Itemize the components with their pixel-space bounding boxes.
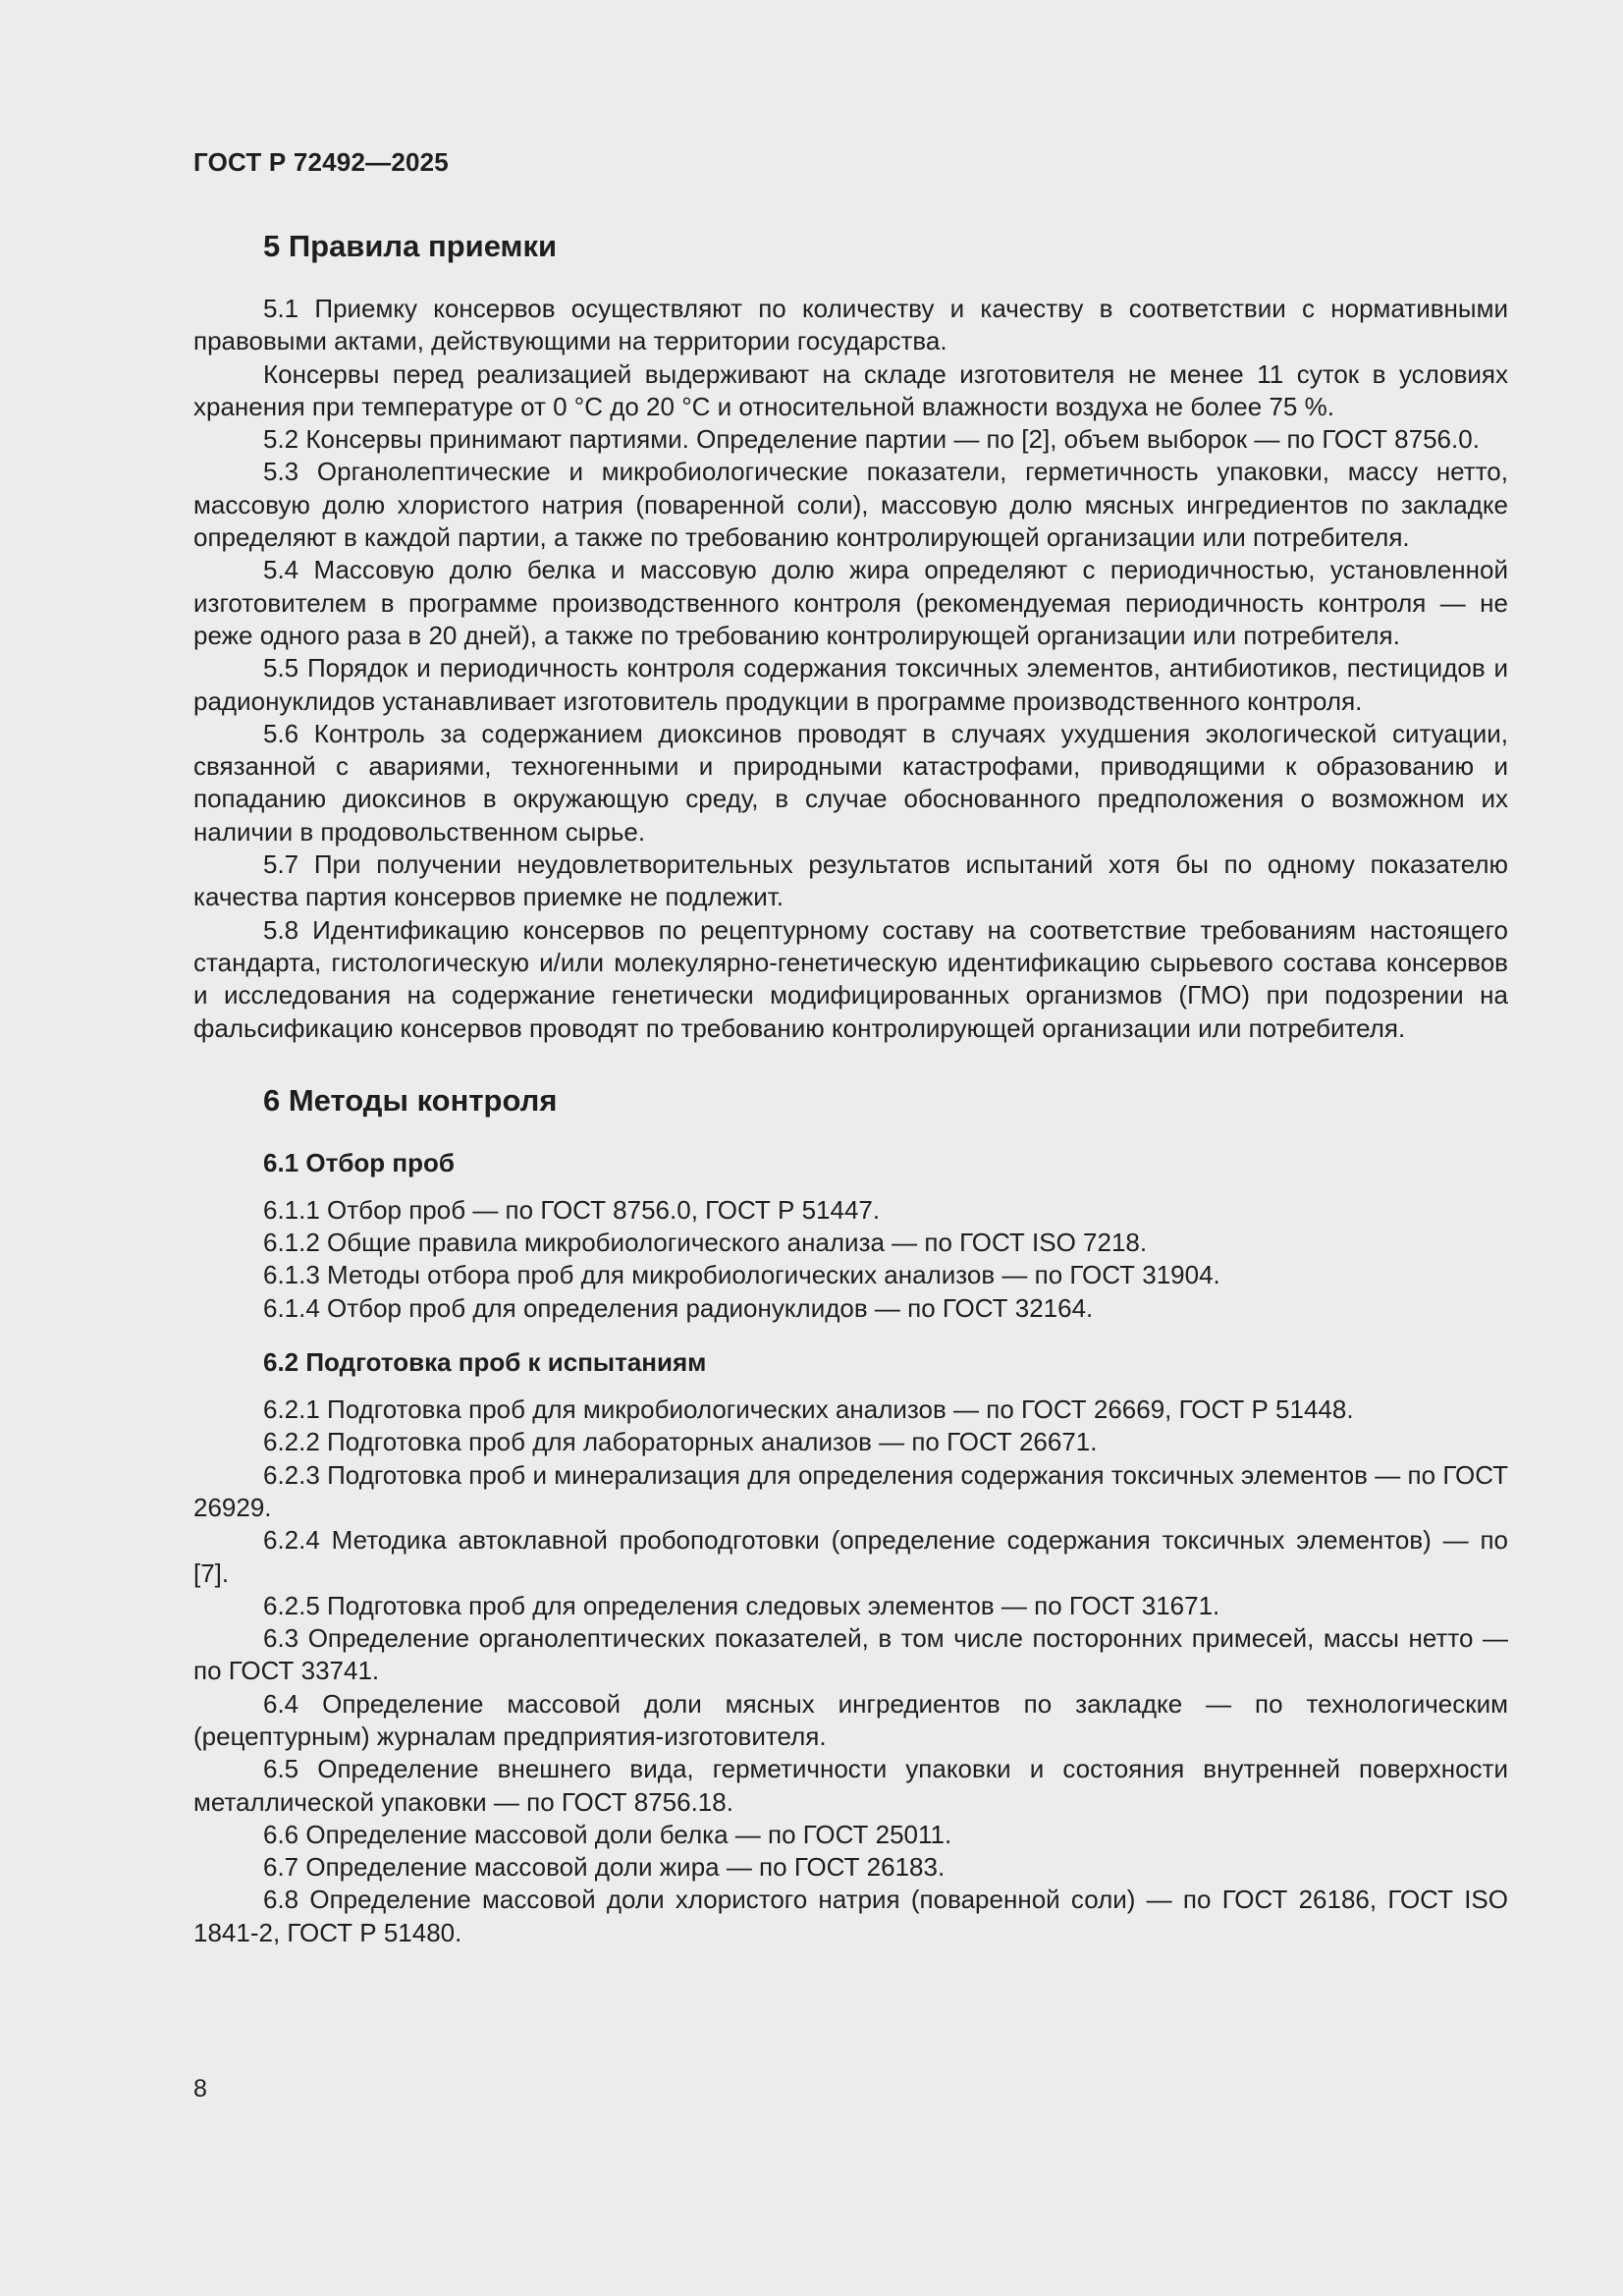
section-6-heading: 6 Методы контроля: [263, 1082, 558, 1118]
paragraph-6-2-2: 6.2.2 Подготовка проб для лабораторных анализов — по ГОСТ 26671.: [263, 1427, 1098, 1457]
paragraph-6-2-4: 6.2.4 Методика автоклавной пробоподготовки (определение содержания токсичных элементов) — по [7].: [193, 1525, 1508, 1588]
subsection-6-1-heading: 6.1 Отбор проб: [263, 1147, 455, 1177]
paragraph-6-4: 6.4 Определение массовой доли мясных ингредиентов по закладке — по технологическим (рецептурным) журналам предприятия-изготовителя.: [193, 1688, 1508, 1751]
document-id-header: ГОСТ Р 72492—2025: [193, 147, 449, 177]
page-number: 8: [193, 2075, 207, 2103]
paragraph-5-1: 5.1 Приемку консервов осуществляют по количеству и качеству в соответствии с нормативными правовыми актами, действующими на территории государства.: [193, 294, 1508, 356]
subsection-6-2-heading: 6.2 Подготовка проб к испытаниям: [263, 1347, 707, 1378]
paragraph-6-1-3: 6.1.3 Методы отбора проб для микробиологических анализов — по ГОСТ 31904.: [263, 1260, 1220, 1290]
subsection-6-1-body: [193, 1194, 1508, 1325]
page-content: [193, 228, 1508, 1949]
paragraph-5-5: 5.5 Порядок и периодичность контроля содержания токсичных элементов, антибиотиков, пестицидов и радионуклидов устанавливает изготовитель продукции в программе производственного контроля.: [193, 653, 1508, 716]
paragraph-6-7: 6.7 Определение массовой доли жира — по ГОСТ 26183.: [263, 1852, 946, 1883]
paragraph-5-7: 5.7 При получении неудовлетворительных результатов испытаний хотя бы по одному показателю качества партия консервов приемке не подлежит.: [193, 849, 1508, 912]
paragraph-6-1-1: 6.1.1 Отбор проб — по ГОСТ 8756.0, ГОСТ Р 51447.: [263, 1194, 881, 1225]
paragraph-5-1-storage: Консервы перед реализацией выдерживают на складе изготовителя не менее 11 суток в условиях хранения при температуре от 0 °С до 20 °С и относительной влажности воздуха не более 75 %.: [193, 358, 1508, 421]
paragraph-6-2-1: 6.2.1 Подготовка проб для микробиологических анализов — по ГОСТ 26669, ГОСТ Р 51448.: [263, 1394, 1354, 1425]
paragraph-5-6: 5.6 Контроль за содержанием диоксинов проводят в случаях ухудшения экологической ситуации, связанной с авариями, техногенными и природными катастрофами, приводящими к образованию и попаданию диоксинов в окружающую среду, в случае обоснованного предположения о возможном их наличии в продовольственном сырье.: [193, 718, 1508, 847]
paragraph-6-3: 6.3 Определение органолептических показателей, в том числе посторонних примесей, массы нетто — по ГОСТ 33741.: [193, 1623, 1508, 1686]
subsection-6-2-body: [193, 1394, 1508, 1949]
paragraph-6-1-2: 6.1.2 Общие правила микробиологического анализа — по ГОСТ ISO 7218.: [263, 1228, 1148, 1258]
paragraph-5-8: 5.8 Идентификацию консервов по рецептурному составу на соответствие требованиям настоящего стандарта, гистологическую и/или молекулярно-генетическую идентификацию сырьевого состава консервов и исследования на содержание генетически модифицированных организмов (ГМО) при подозрении на фальсификацию консервов проводят по требованию контролирующей организации или потребителя.: [193, 914, 1508, 1043]
paragraph-6-8: 6.8 Определение массовой доли хлористого натрия (поваренной соли) — по ГОСТ 26186, ГОСТ ISO 1841-2, ГОСТ Р 51480.: [193, 1885, 1508, 1947]
paragraph-6-5: 6.5 Определение внешнего вида, герметичности упаковки и состояния внутренней поверхности металлической упаковки — по ГОСТ 8756.18.: [193, 1754, 1508, 1817]
paragraph-5-3: 5.3 Органолептические и микробиологические показатели, герметичность упаковки, массу нетто, массовую долю хлористого натрия (поваренной соли), массовую долю мясных ингредиентов по закладке определяют в каждой партии, а также по требованию контролирующей организации или потребителя.: [193, 457, 1508, 553]
paragraph-6-2-5: 6.2.5 Подготовка проб для определения следовых элементов — по ГОСТ 31671.: [263, 1590, 1220, 1620]
paragraph-6-6: 6.6 Определение массовой доли белка — по ГОСТ 25011.: [263, 1819, 952, 1849]
paragraph-6-1-4: 6.1.4 Отбор проб для определения радионуклидов — по ГОСТ 32164.: [263, 1292, 1094, 1323]
section-5-heading: 5 Правила приемки: [263, 229, 558, 263]
paragraph-6-2-3: 6.2.3 Подготовка проб и минерализация для определения содержания токсичных элементов — по ГОСТ 26929.: [193, 1459, 1508, 1522]
paragraph-5-4: 5.4 Массовую долю белка и массовую долю жира определяют с периодичностью, установленной изготовителем в программе производственного контроля (рекомендуемая периодичность контроля — не реже одного раза в 20 дней), а также по требованию контролирующей организации или потребителя.: [193, 555, 1508, 650]
paragraph-5-2: 5.2 Консервы принимают партиями. Определение партии — по [2], объем выборок — по ГОСТ 8756.0.: [263, 424, 1480, 455]
section-5-body: [193, 293, 1508, 1045]
